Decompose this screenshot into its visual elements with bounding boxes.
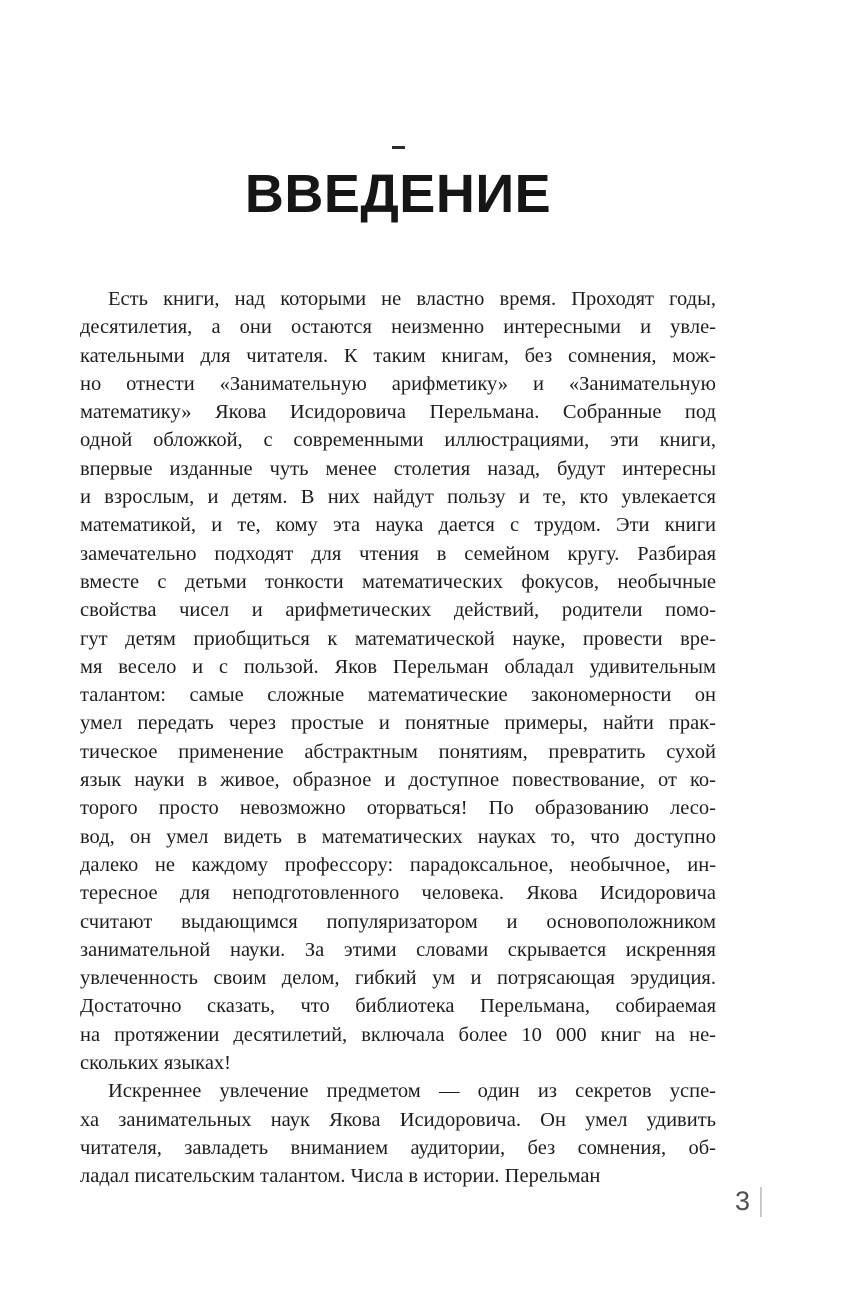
text-line: тическое применение абстрактным понятиям, превратить сухой bbox=[80, 740, 716, 763]
text-line: математикой, и те, кому эта наука дается с трудом. Эти книги bbox=[80, 514, 716, 537]
body-text bbox=[80, 285, 716, 1191]
text-line: считают выдающимся популяризатором и основоположником bbox=[80, 910, 716, 933]
text-line: гут детям приобщиться к математической науке, провести вре- bbox=[80, 627, 716, 650]
section-marker-dash bbox=[392, 146, 405, 149]
text-line: торого просто невозможно оторваться! По образованию лесо- bbox=[80, 797, 716, 820]
text-line: математику» Якова Исидоровича Перельмана. Собранные под bbox=[80, 401, 716, 424]
text-line: и взрослым, и детям. В них найдут пользу и те, кто увлекается bbox=[80, 486, 716, 509]
page-number-divider bbox=[760, 1187, 762, 1217]
page-content bbox=[80, 0, 716, 1191]
text-line: свойства чисел и арифметических действий, родители помо- bbox=[80, 599, 716, 622]
text-line: одной обложкой, с современными иллюстрациями, эти книги, bbox=[80, 429, 716, 452]
text-line: вместе с детьми тонкости математических фокусов, необычные bbox=[80, 570, 716, 593]
text-line: занимательной науки. За этими словами скрывается искренняя bbox=[80, 938, 716, 961]
page-number: 3 bbox=[734, 1186, 750, 1216]
page-footer bbox=[735, 1186, 762, 1217]
text-line: умел передать через простые и понятные примеры, найти прак- bbox=[80, 712, 716, 735]
text-line: Достаточно сказать, что библиотека Перельмана, собираемая bbox=[80, 995, 716, 1018]
text-line: десятилетия, а они остаются неизменно интересными и увле- bbox=[80, 316, 716, 339]
text-line: но отнести «Занимательную арифметику» и «Занимательную bbox=[80, 372, 716, 395]
chapter-title: ВВЕДЕНИЕ bbox=[244, 164, 552, 224]
text-line: ха занимательных наук Якова Исидоровича. Он умел удивить bbox=[80, 1108, 716, 1131]
text-line: увлеченность своим делом, гибкий ум и потрясающая эрудиция. bbox=[80, 967, 716, 990]
text-line: скольких языках! bbox=[80, 1052, 232, 1075]
text-line: далеко не каждому профессору: парадоксальное, необычное, ин- bbox=[80, 853, 716, 876]
text-line: Искреннее увлечение предметом — один из секретов успе- bbox=[108, 1080, 716, 1103]
text-line: вод, он умел видеть в математических науках то, что доступно bbox=[80, 825, 716, 848]
text-line: впервые изданные чуть менее столетия назад, будут интересны bbox=[80, 457, 716, 480]
text-line: читателя, завладеть вниманием аудитории, без сомнения, об- bbox=[80, 1136, 716, 1159]
text-line: кательными для читателя. К таким книгам, без сомнения, мож- bbox=[80, 344, 716, 367]
paragraph bbox=[80, 1077, 716, 1190]
text-line: ладал писательским талантом. Числа в истории. Перельман bbox=[80, 1165, 601, 1188]
text-line: мя весело и с пользой. Яков Перельман обладал удивительным bbox=[80, 655, 716, 678]
text-line: Есть книги, над которыми не властно время. Проходят годы, bbox=[108, 288, 716, 310]
text-line: тересное для неподготовленного человека. Якова Исидоровича bbox=[80, 882, 716, 905]
paragraph bbox=[80, 285, 716, 1077]
text-line: на протяжении десятилетий, включала более 10 000 книг на не- bbox=[80, 1023, 716, 1046]
text-line: язык науки в живое, образное и доступное повествование, от ко- bbox=[80, 769, 716, 792]
text-line: талантом: самые сложные математические закономерности он bbox=[80, 684, 716, 707]
text-line: замечательно подходят для чтения в семейном кругу. Разбирая bbox=[80, 542, 716, 565]
